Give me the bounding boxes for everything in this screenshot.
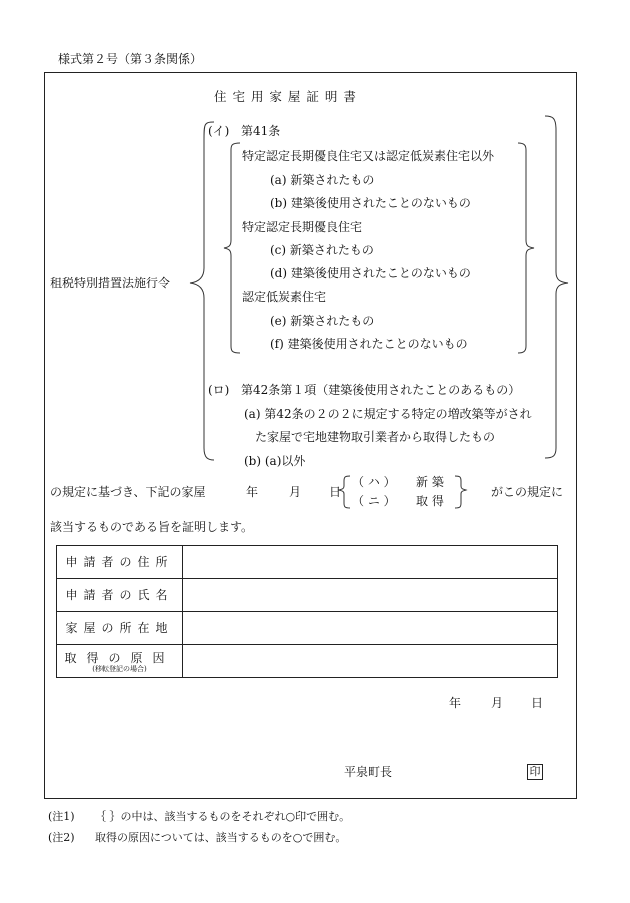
table-row xyxy=(57,546,558,579)
i-item-c: (c) 新築されたもの xyxy=(270,243,374,257)
row-label-name: 申請者の氏名 xyxy=(57,579,183,612)
row-label-cause-note: (移転登記の場合) xyxy=(92,664,147,673)
page-title: 住 宅 用 家 屋 証 明 書 xyxy=(214,89,357,104)
seal-mark: 印 xyxy=(527,764,543,780)
row-label-address: 申請者の住所 xyxy=(57,546,183,579)
note1-label: (注1) xyxy=(48,810,75,823)
i-group1: 特定認定長期優良住宅又は認定低炭素住宅以外 xyxy=(242,149,495,163)
date-month: 月 xyxy=(491,696,504,710)
table-row xyxy=(57,645,558,678)
i-group2: 特定認定長期優良住宅 xyxy=(242,220,363,234)
row-label-cause: 取得の原因 xyxy=(64,650,175,665)
basis-ni: （ ニ ） xyxy=(352,494,396,508)
basis-suffix: がこの規定に xyxy=(491,485,564,499)
basis-ha: （ ハ ） xyxy=(352,475,396,489)
ro-item-a-line1: (a) 第42条の２の２に規定する特定の増改築等がされ xyxy=(244,407,532,421)
applicant-table xyxy=(56,545,558,678)
date-day: 日 xyxy=(531,696,544,710)
small-right-brace xyxy=(455,476,466,508)
table-row xyxy=(57,579,558,612)
basis-line2: 該当するものである旨を証明します。 xyxy=(50,520,254,534)
i-inner-right-bracket xyxy=(518,143,534,353)
i-article: 第41条 xyxy=(241,124,281,138)
basis-year: 年 xyxy=(246,485,259,499)
table-row xyxy=(57,612,558,645)
ro-article: 第42条第１項（建築後使用されたことのあるもの） xyxy=(241,383,521,397)
i-item-f: (f) 建築後使用されたことのないもの xyxy=(270,337,468,351)
i-item-d: (d) 建築後使用されたことのないもの xyxy=(270,266,471,280)
signer: 平泉町長 xyxy=(344,765,393,779)
basis-day: 日 xyxy=(329,485,342,499)
i-inner-left-bracket xyxy=(224,143,240,353)
note2-text: 取得の原因については、該当するものを○で囲む。 xyxy=(95,831,347,844)
main-left-brace xyxy=(190,122,214,460)
ro-item-a-line2: た家屋で宅地建物取引業者から取得したもの xyxy=(255,430,496,444)
main-right-brace xyxy=(545,116,568,458)
row-label-cause-cell xyxy=(57,645,183,678)
i-item-e: (e) 新築されたもの xyxy=(270,314,375,328)
note1-text: ｛ ｝の中は、該当するものをそれぞれ○印で囲む。 xyxy=(95,810,351,823)
ro-head: (ロ) xyxy=(208,383,230,397)
form-number: 様式第２号（第３条関係） xyxy=(58,52,203,66)
basis-month: 月 xyxy=(289,485,302,499)
basis-prefix: の規定に基づき、下記の家屋 xyxy=(50,485,206,499)
row-value-name[interactable] xyxy=(183,579,558,612)
row-value-cause[interactable] xyxy=(183,645,558,678)
basis-new-build: 新 築 xyxy=(416,475,444,489)
date-year: 年 xyxy=(449,696,462,710)
i-group3: 認定低炭素住宅 xyxy=(242,290,327,304)
ro-item-b: (b) (a)以外 xyxy=(244,454,306,468)
law-name: 租税特別措置法施行令 xyxy=(50,276,171,290)
i-head: (イ) xyxy=(208,124,230,138)
row-label-location: 家屋の所在地 xyxy=(57,612,183,645)
i-item-b: (b) 建築後使用されたことのないもの xyxy=(270,196,471,210)
basis-acquire: 取 得 xyxy=(416,494,444,508)
note2-label: (注2) xyxy=(48,831,75,844)
row-value-address[interactable] xyxy=(183,546,558,579)
i-item-a: (a) 新築されたもの xyxy=(270,173,375,187)
row-value-location[interactable] xyxy=(183,612,558,645)
